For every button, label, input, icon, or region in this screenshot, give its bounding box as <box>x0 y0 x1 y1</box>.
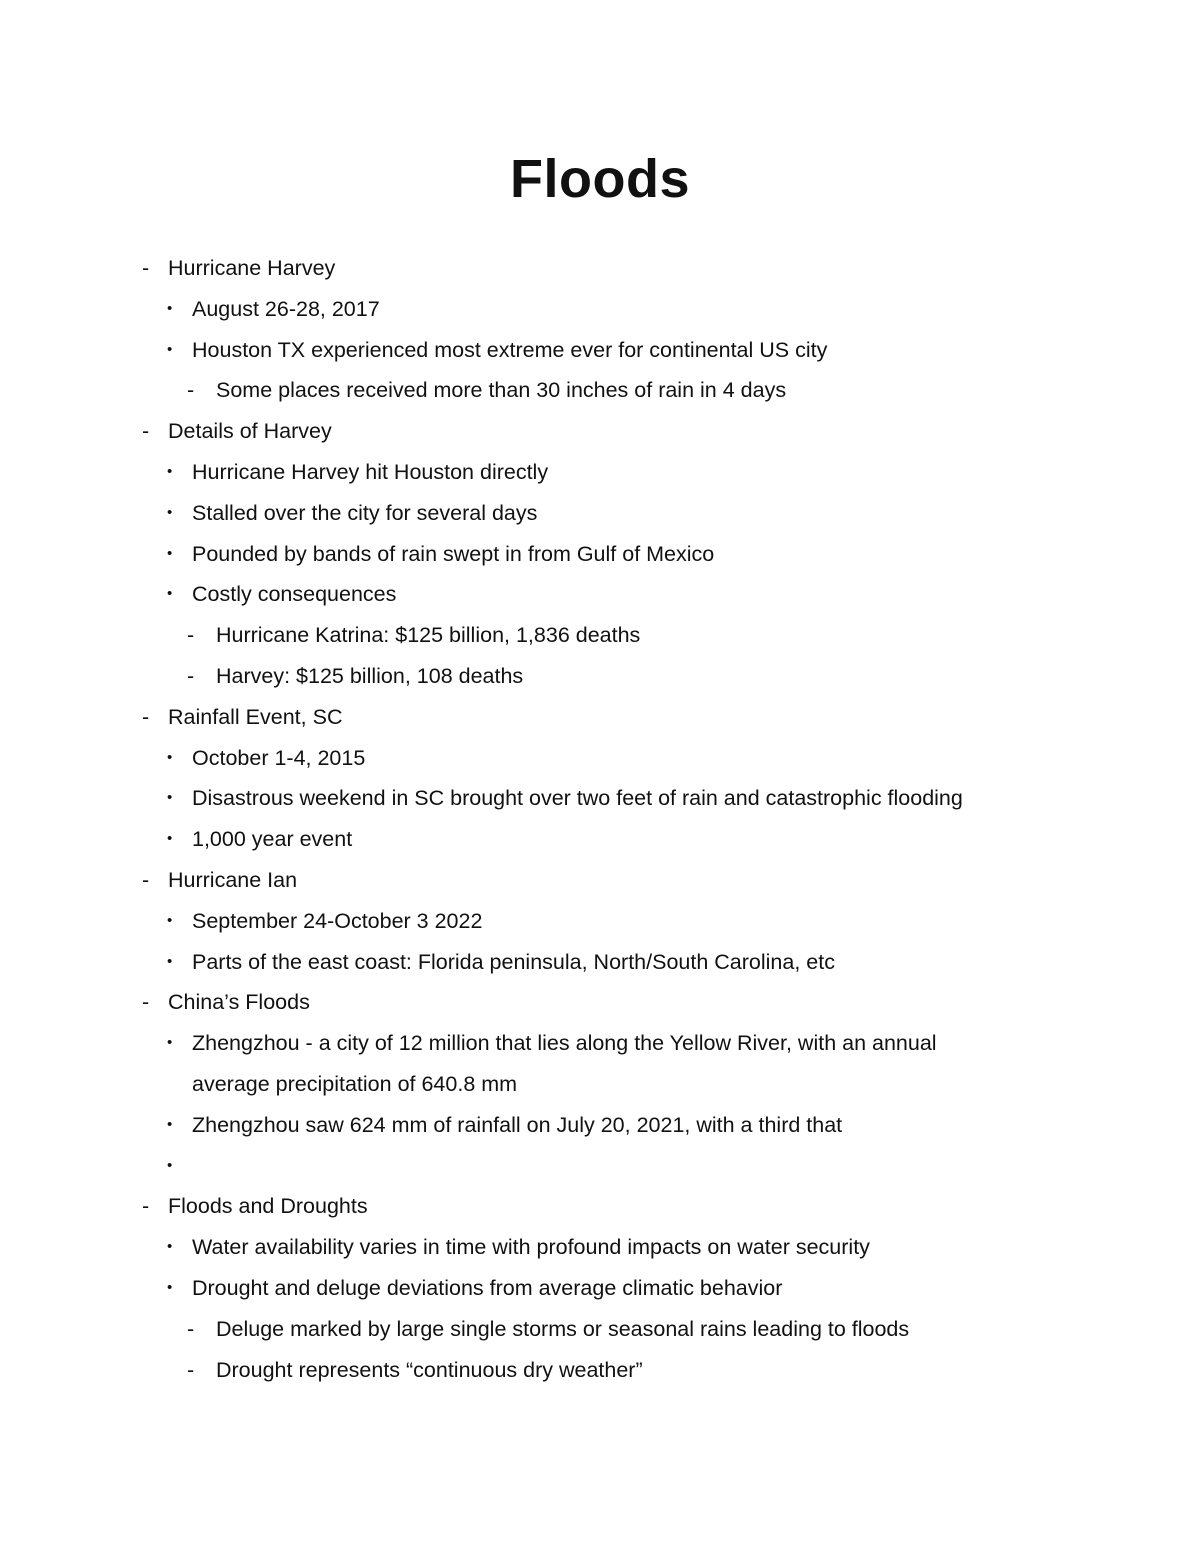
section-heading <box>0 411 1200 452</box>
bullet-marker: • <box>167 299 173 317</box>
bullet-marker: • <box>167 789 173 807</box>
list-item-text: October 1-4, 2015 <box>192 745 366 770</box>
list-item <box>0 452 1200 493</box>
list-item <box>0 289 1200 330</box>
bullet-marker: • <box>167 544 173 562</box>
list-item <box>0 901 1200 942</box>
bullet-marker: • <box>167 911 173 929</box>
list-item-text: Pounded by bands of rain swept in from Gulf of Mexico <box>192 541 715 566</box>
section-heading-text: Hurricane Harvey <box>168 256 336 280</box>
dash-marker: - <box>142 704 150 729</box>
list-item <box>0 1023 1200 1064</box>
sub-list-item-text: Deluge marked by large single storms or seasonal rains leading to floods <box>216 1316 910 1341</box>
sub-list-item <box>0 615 1200 656</box>
list-item <box>0 493 1200 534</box>
list-item-text: Zhengzhou - a city of 12 million that lies along the Yellow River, with an annual <box>192 1031 937 1056</box>
dash-marker: - <box>142 256 150 280</box>
list-item-text: Hurricane Harvey hit Houston directly <box>192 459 549 484</box>
page-title: Floods <box>510 149 690 209</box>
list-item <box>0 738 1200 779</box>
sub-list-item <box>0 1309 1200 1350</box>
bullet-marker: • <box>167 503 173 521</box>
list-item <box>0 574 1200 615</box>
notes-outline <box>0 248 1200 1390</box>
dash-marker: - <box>187 663 195 688</box>
list-item-text: 1,000 year event <box>192 827 353 852</box>
dash-marker: - <box>187 623 195 648</box>
list-item-text: September 24-October 3 2022 <box>192 908 483 933</box>
list-item <box>0 534 1200 575</box>
list-item <box>0 1268 1200 1309</box>
list-item <box>0 778 1200 819</box>
list-item-text: Costly consequences <box>192 582 397 607</box>
list-item-continuation-text: average precipitation of 640.8 mm <box>192 1071 518 1096</box>
section-heading <box>0 860 1200 901</box>
sub-list-item-text: Harvey: $125 billion, 108 deaths <box>216 663 524 688</box>
dash-marker: - <box>187 378 195 403</box>
section-heading <box>0 1186 1200 1227</box>
list-item-continuation <box>0 1064 1200 1105</box>
sub-list-item <box>0 656 1200 697</box>
section-heading-text: Floods and Droughts <box>168 1194 368 1219</box>
dash-marker: - <box>142 419 150 444</box>
bullet-marker: • <box>167 1115 173 1133</box>
dash-marker: - <box>187 1316 195 1341</box>
list-item-text: August 26-28, 2017 <box>192 296 380 321</box>
sub-list-item <box>0 370 1200 411</box>
dash-marker: - <box>142 1194 150 1219</box>
bullet-marker: • <box>167 585 173 603</box>
dash-marker: - <box>142 990 150 1015</box>
bullet-marker: • <box>167 340 173 358</box>
section-heading <box>0 248 1200 289</box>
list-item <box>0 1227 1200 1268</box>
list-item-text: Disastrous weekend in SC brought over two feet of rain and catastrophic flooding <box>192 786 963 811</box>
bullet-marker: • <box>167 462 173 480</box>
section-heading-text: Rainfall Event, SC <box>168 704 343 729</box>
section-heading-text: Hurricane Ian <box>168 867 298 892</box>
section-heading-text: China’s Floods <box>168 990 310 1015</box>
sub-list-item-text: Some places received more than 30 inches of rain in 4 days <box>216 378 787 403</box>
list-item <box>0 942 1200 983</box>
section-heading <box>0 697 1200 738</box>
list-item <box>0 1146 1200 1187</box>
list-item-text: Drought and deluge deviations from average climatic behavior <box>192 1275 783 1300</box>
list-item-text: Parts of the east coast: Florida peninsula, North/South Carolina, etc <box>192 949 835 974</box>
list-item <box>0 330 1200 371</box>
bullet-marker: • <box>167 1238 173 1256</box>
section-heading-text: Details of Harvey <box>168 419 332 444</box>
sub-list-item-text: Drought represents “continuous dry weather” <box>216 1357 643 1382</box>
dash-marker: - <box>142 867 150 892</box>
list-item <box>0 1105 1200 1146</box>
section-heading <box>0 982 1200 1023</box>
list-item-text: Stalled over the city for several days <box>192 500 538 525</box>
sub-list-item <box>0 1350 1200 1391</box>
bullet-marker: • <box>167 952 173 970</box>
list-item-text: Zhengzhou saw 624 mm of rainfall on July 20, 2021, with a third that <box>192 1112 843 1137</box>
dash-marker: - <box>187 1357 195 1382</box>
bullet-marker: • <box>167 1156 173 1174</box>
list-item-text: Water availability varies in time with profound impacts on water security <box>192 1235 870 1260</box>
list-item <box>0 819 1200 860</box>
sub-list-item-text: Hurricane Katrina: $125 billion, 1,836 deaths <box>216 623 641 648</box>
bullet-marker: • <box>167 748 173 766</box>
bullet-marker: • <box>167 830 173 848</box>
bullet-marker: • <box>167 1034 173 1052</box>
list-item-text: Houston TX experienced most extreme ever for continental US city <box>192 337 828 362</box>
bullet-marker: • <box>167 1278 173 1296</box>
